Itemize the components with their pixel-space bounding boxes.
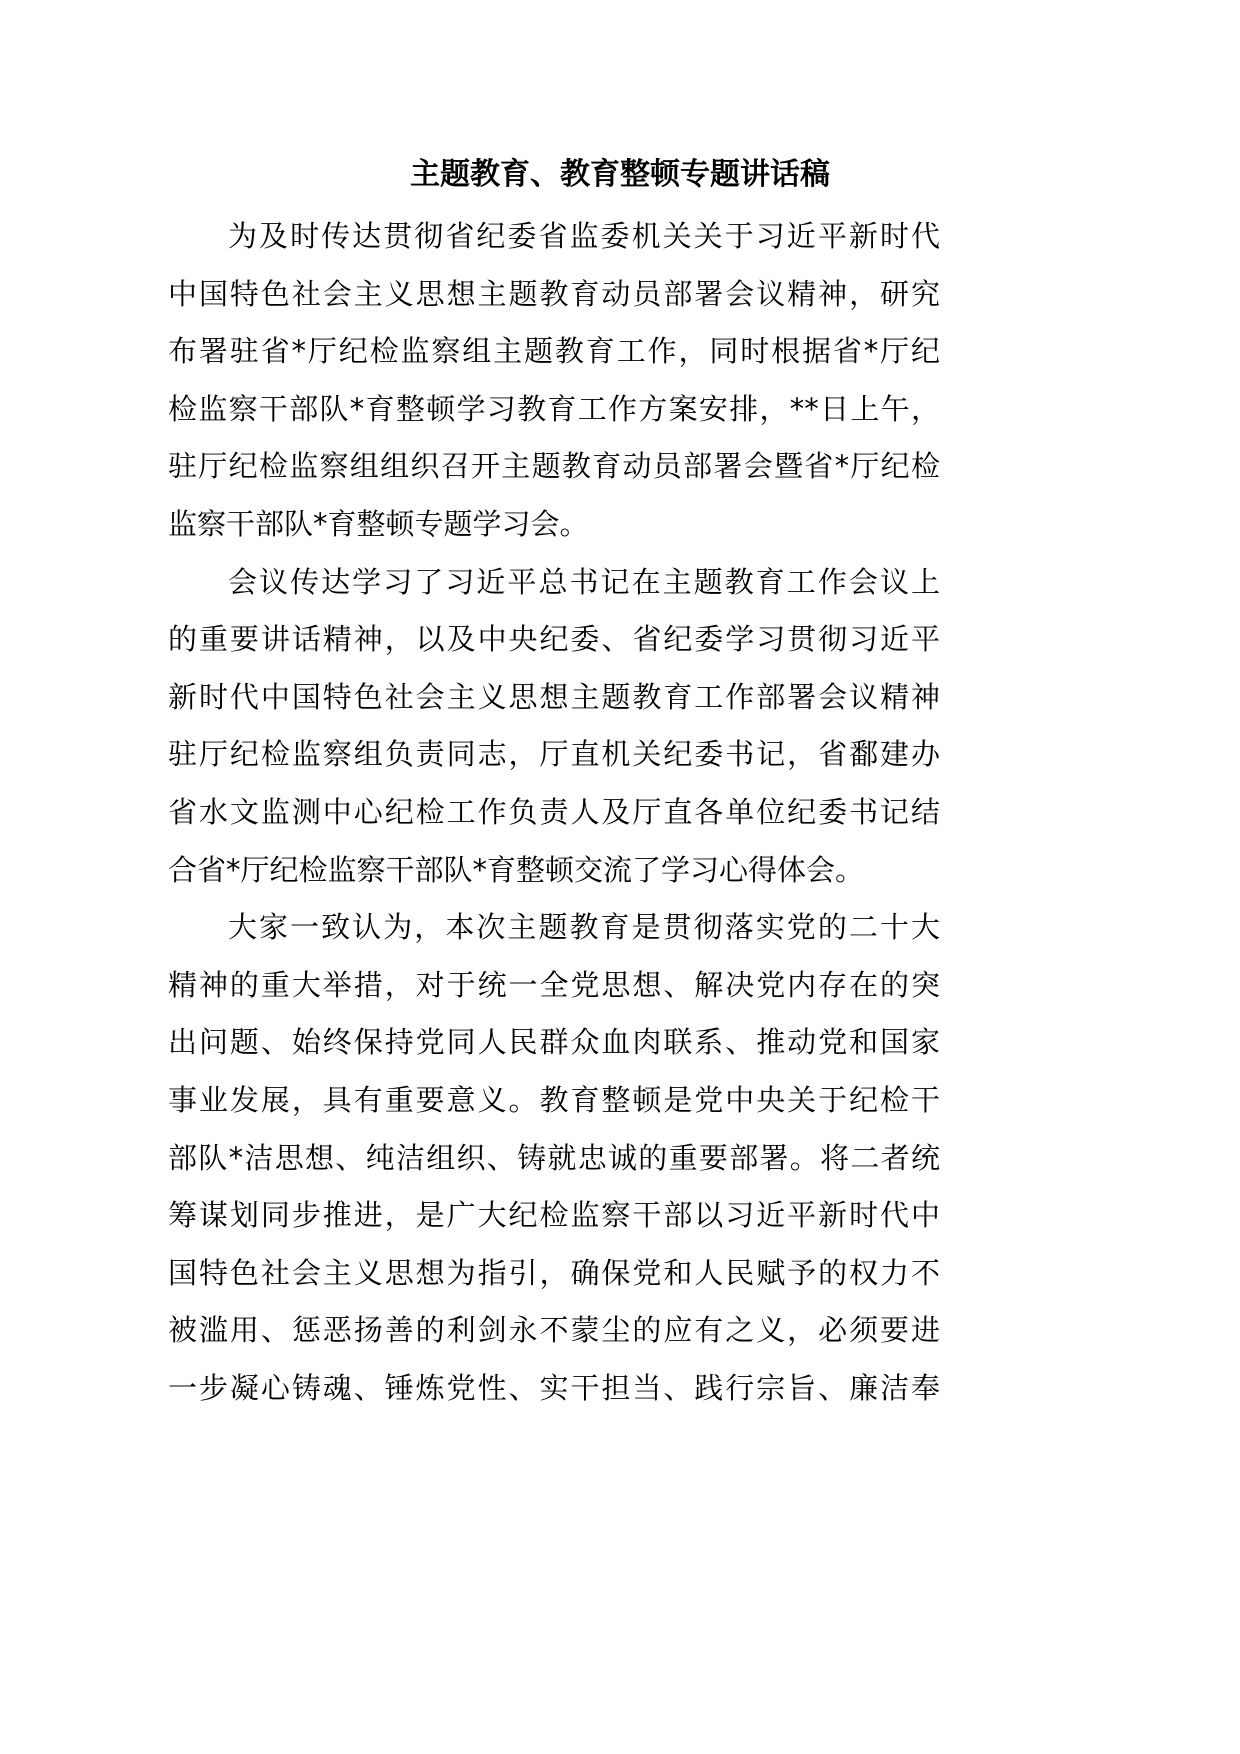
text-line: 的重要讲话精神，以及中央纪委、省纪委学习贯彻习近平 — [168, 622, 940, 657]
text-line: 中国特色社会主义思想主题教育动员部署会议精神，研究 — [168, 276, 940, 311]
document-body — [168, 208, 940, 1417]
text-line: 出问题、始终保持党同人民群众血肉联系、推动党和国家 — [168, 1025, 940, 1060]
text-line: 驻厅纪检监察组组织召开主题教育动员部署会暨省*厅纪检 — [168, 449, 940, 484]
text-line: 会议传达学习了习近平总书记在主题教育工作会议上 — [228, 564, 940, 599]
text-line: 省水文监测中心纪检工作负责人及厅直各单位纪委书记结 — [168, 794, 940, 829]
text-line: 国特色社会主义思想为指引，确保党和人民赋予的权力不 — [168, 1255, 940, 1290]
document-title: 主题教育、教育整顿专题讲话稿 — [410, 157, 830, 192]
text-line: 精神的重大举措，对于统一全党思想、解决党内存在的突 — [168, 967, 940, 1002]
text-line: 驻厅纪检监察组负责同志，厅直机关纪委书记，省鄱建办 — [168, 737, 940, 772]
text-line: 筹谋划同步推进，是广大纪检监察干部以习近平新时代中 — [168, 1198, 940, 1233]
text-line: 布署驻省*厅纪检监察组主题教育工作，同时根据省*厅纪 — [168, 334, 940, 369]
text-line: 被滥用、惩恶扬善的利剑永不蒙尘的应有之义，必须要进 — [168, 1313, 940, 1348]
text-line: 检监察干部队*育整顿学习教育工作方案安排，**日上午， — [168, 391, 940, 426]
text-line: 一步凝心铸魂、锤炼党性、实干担当、践行宗旨、廉洁奉 — [168, 1370, 940, 1405]
text-line: 事业发展，具有重要意义。教育整顿是党中央关于纪检干 — [168, 1082, 940, 1117]
text-line: 部队*洁思想、纯洁组织、铸就忠诚的重要部署。将二者统 — [168, 1140, 940, 1175]
text-line: 新时代中国特色社会主义思想主题教育工作部署会议精神 — [168, 679, 940, 714]
text-line: 大家一致认为，本次主题教育是贯彻落实党的二十大 — [228, 910, 940, 945]
text-line: 合省*厅纪检监察干部队*育整顿交流了学习心得体会。 — [168, 852, 865, 887]
text-line: 为及时传达贯彻省纪委省监委机关关于习近平新时代 — [228, 219, 940, 253]
text-line: 监察干部队*育整顿专题学习会。 — [168, 506, 589, 541]
paragraph-2 — [168, 554, 940, 900]
paragraph-1 — [168, 208, 940, 554]
paragraph-3 — [168, 899, 940, 1417]
